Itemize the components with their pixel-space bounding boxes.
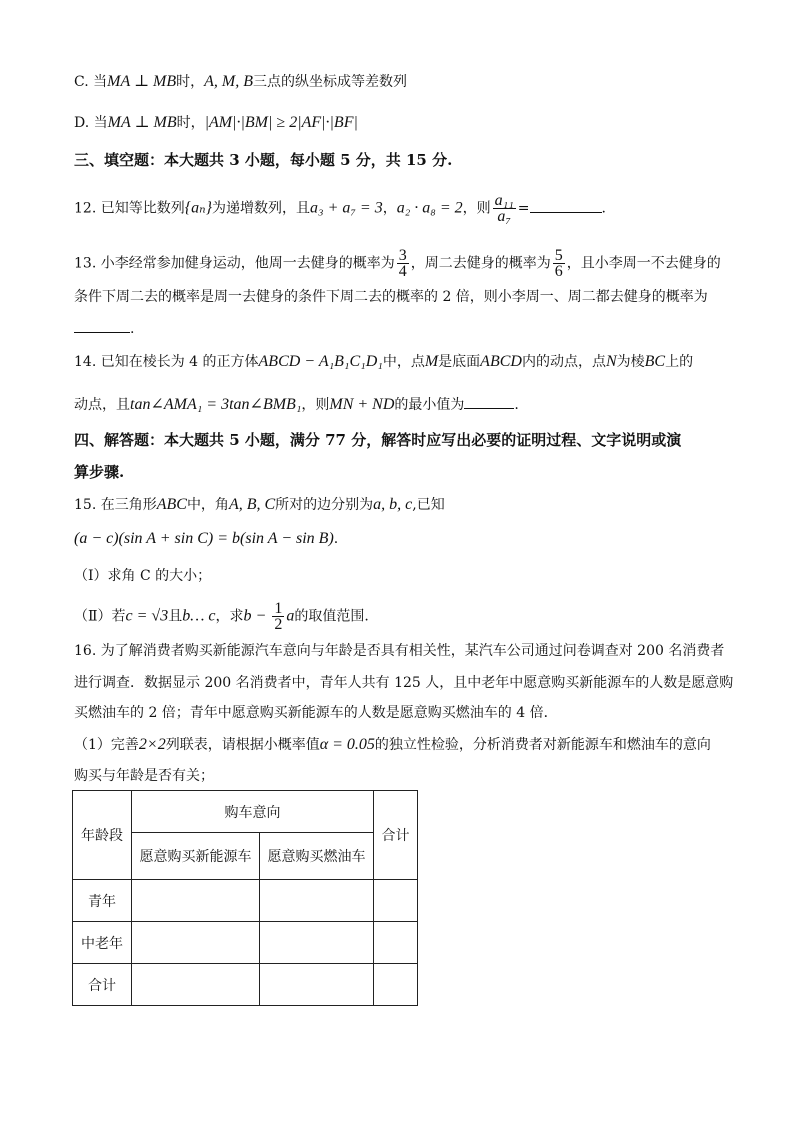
q15-text3: 所对的边分别为 — [275, 497, 374, 513]
q14-text4: 内的动点，点 — [521, 354, 606, 370]
q14-condition: tan∠AMA₁ = 3tan∠BMB₁ — [130, 396, 302, 413]
q16-part1-matrix: 2×2 — [138, 736, 166, 753]
q15-part2-text3: ，求 — [215, 608, 244, 625]
q12-eq1: a₃ + a₇ = 3 — [310, 199, 383, 217]
table-cell[interactable] — [132, 964, 260, 1006]
option-c-text1: 时， — [176, 74, 205, 90]
q14-text3: 是底面 — [438, 354, 481, 370]
question-13-line1 — [74, 248, 721, 279]
q12-text3: ，则 — [462, 200, 491, 217]
q12-sequence: {aₙ} — [184, 199, 212, 217]
q16-part1-text1: （1）完善 — [74, 737, 139, 753]
question-16-line2: 进行调查．数据显示 200 名消费者中，青年人共有 125 人，且中老年中愿意购买新能源车的人数是愿意购 — [74, 675, 734, 691]
section-4-heading-line2: 算步骤. — [74, 463, 125, 481]
question-15-equation: (a − c)(sin A + sin C) = b(sin A − sin B). — [74, 530, 339, 547]
question-14-line2: 动点，且tan∠AMA₁ = 3tan∠BMB₁，则MN + ND的最小值为 . — [74, 396, 519, 413]
q15-part2-expr: b − — [243, 607, 271, 625]
table-header-new-energy: 愿意购买新能源车 — [132, 833, 260, 880]
q16-part1-text3: 的独立性检验，分析消费者对新能源车和燃油车的意向 — [374, 737, 711, 753]
q13-f1-numerator: 3 — [398, 247, 407, 264]
table-cell[interactable] — [132, 922, 260, 964]
q14-expression: MN + ND — [329, 396, 395, 413]
question-16-part1-line2: 购买与年龄是否有关； — [74, 768, 214, 784]
question-15-part1: （Ⅰ）求角 C 的大小； — [74, 568, 212, 584]
q13-text1: 13. 小李经常参加健身运动，他周一去健身的概率为 — [74, 255, 395, 272]
q12-denominator: a₇ — [497, 208, 511, 225]
q15-part2-text1: （Ⅱ）若 — [74, 608, 126, 625]
table-header-fuel: 愿意购买燃油车 — [260, 833, 374, 880]
q15-angles: A, B, C — [228, 496, 276, 513]
table-cell[interactable] — [374, 880, 418, 922]
table-row-label-youth: 青年 — [73, 880, 132, 922]
q16-part1-alpha: α = 0.05 — [319, 736, 375, 753]
q12-fraction — [493, 193, 516, 224]
table-cell[interactable] — [374, 922, 418, 964]
q15-part2-a: a — [286, 607, 295, 625]
q13-text3: ，且小李周一不去健身的 — [566, 255, 721, 272]
q13-f1-denominator: 4 — [398, 263, 407, 280]
table-header-intent: 购车意向 — [132, 791, 374, 833]
q14-text5: 为棱 — [616, 354, 645, 370]
section-4-heading-line1: 四、解答题：本大题共 5 小题，满分 77 分，解答时应写出必要的证明过程、文字说明或演 — [74, 431, 682, 449]
q13-answer-blank[interactable] — [74, 318, 130, 333]
table-header-age: 年龄段 — [73, 791, 132, 880]
option-d-label: D. 当 — [74, 115, 108, 131]
question-12: 12. 已知等比数列{aₙ}为递增数列，且a₃ + a₇ = 3，a₂ · a₈ = 2，则 $\frac{\text{a₁₁}}{\text{a₇}}$ = . — [74, 192, 606, 225]
q14-answer-blank[interactable] — [464, 394, 514, 409]
q14-text2: 中，点 — [382, 354, 425, 370]
table-row-label-total: 合计 — [73, 964, 132, 1006]
question-13-line3: . — [74, 318, 134, 339]
table-row-label-middle-aged: 中老年 — [73, 922, 132, 964]
option-d — [74, 113, 358, 133]
q15-part2-cond: b… c — [182, 607, 216, 625]
q14-point-m: M — [424, 353, 439, 370]
q12-answer-blank[interactable] — [530, 198, 602, 213]
q14-text9: 的最小值为 — [394, 397, 465, 413]
q12-numerator: a₁₁ — [494, 192, 514, 209]
q15-part2-c: c = √3 — [125, 607, 169, 625]
q15-sides: a, b, c — [373, 496, 413, 513]
question-16-line1: 16. 为了解消费者购买新能源汽车意向与年龄是否具有相关性，某汽车公司通过问卷调查对 200 名消费者 — [74, 643, 725, 659]
q15-text4: ,已知 — [412, 497, 445, 513]
question-15-line1 — [74, 495, 445, 515]
option-d-text1: 时， — [176, 115, 205, 131]
q14-text8: ，则 — [301, 397, 330, 413]
q12-text2: 为递增数列，且 — [212, 200, 310, 217]
q13-fraction1 — [397, 248, 409, 279]
q12-sep: ， — [382, 200, 397, 217]
q14-text7: 动点，且 — [74, 397, 130, 413]
q15-part2-text4: 的取值范围. — [294, 608, 369, 625]
q15-text2: 中，角 — [186, 497, 229, 513]
section-3-heading: 三、填空题：本大题共 3 小题，每小题 5 分，共 15 分. — [74, 151, 453, 169]
q15-part2-text2: 且 — [168, 608, 183, 625]
q14-cube: ABCD − A₁B₁C₁D₁ — [258, 353, 383, 370]
contingency-table — [72, 790, 418, 1006]
option-d-expression: |AM|·|BM| ≥ 2|AF|·|BF| — [204, 114, 358, 131]
q13-text2: ，周二去健身的概率为 — [410, 255, 551, 272]
q13-fraction2 — [553, 248, 565, 279]
table-cell[interactable] — [260, 922, 374, 964]
q16-part1-text2: 列联表，请根据小概率值 — [165, 737, 320, 753]
q15-triangle: ABC — [156, 496, 187, 513]
question-14-line1 — [74, 352, 693, 372]
q12-text1: 12. 已知等比数列 — [74, 200, 185, 217]
q12-eq2: a₂ · a₈ = 2 — [396, 199, 463, 217]
q15-text1: 15. 在三角形 — [74, 497, 157, 513]
q14-edge-bc: BC — [644, 353, 666, 370]
q14-base: ABCD — [480, 353, 522, 370]
table-cell[interactable] — [260, 880, 374, 922]
q15-frac-numerator: 1 — [274, 600, 283, 617]
q14-point-n: N — [605, 353, 617, 370]
q15-eq: (a − c)(sin A + sin C) = b(sin A − sin B) — [74, 530, 334, 547]
option-c-points: A, M, B — [204, 73, 253, 90]
option-c-label: C. 当 — [74, 74, 108, 90]
q13-f2-denominator: 6 — [554, 263, 563, 280]
table-cell[interactable] — [132, 880, 260, 922]
q13-f2-numerator: 5 — [554, 247, 563, 264]
option-d-condition: MA ⊥ MB — [107, 114, 177, 131]
question-15-part2 — [74, 601, 369, 632]
question-16-line3: 买燃油车的 2 倍；青年中愿意购买新能源车的人数是愿意购买燃油车的 4 倍． — [74, 705, 558, 721]
table-cell[interactable] — [374, 964, 418, 1006]
q15-frac-denominator: 2 — [274, 616, 283, 633]
q12-equals: = — [517, 200, 530, 217]
option-c-text2: 三点的纵坐标成等差数列 — [252, 74, 407, 90]
option-c — [74, 72, 407, 92]
table-header-total: 合计 — [374, 791, 418, 880]
q14-text6: 上的 — [665, 354, 694, 370]
question-13-line2: 条件下周二去的概率是周一去健身的条件下周二去的概率的 2 倍，则小李周一、周二都去健身的概率为 — [74, 289, 708, 305]
table-cell[interactable] — [260, 964, 374, 1006]
q14-text1: 14. 已知在棱长为 4 的正方体 — [74, 354, 259, 370]
question-16-part1 — [74, 735, 711, 755]
q15-part2-fraction — [272, 601, 284, 632]
option-c-condition: MA ⊥ MB — [107, 73, 177, 90]
